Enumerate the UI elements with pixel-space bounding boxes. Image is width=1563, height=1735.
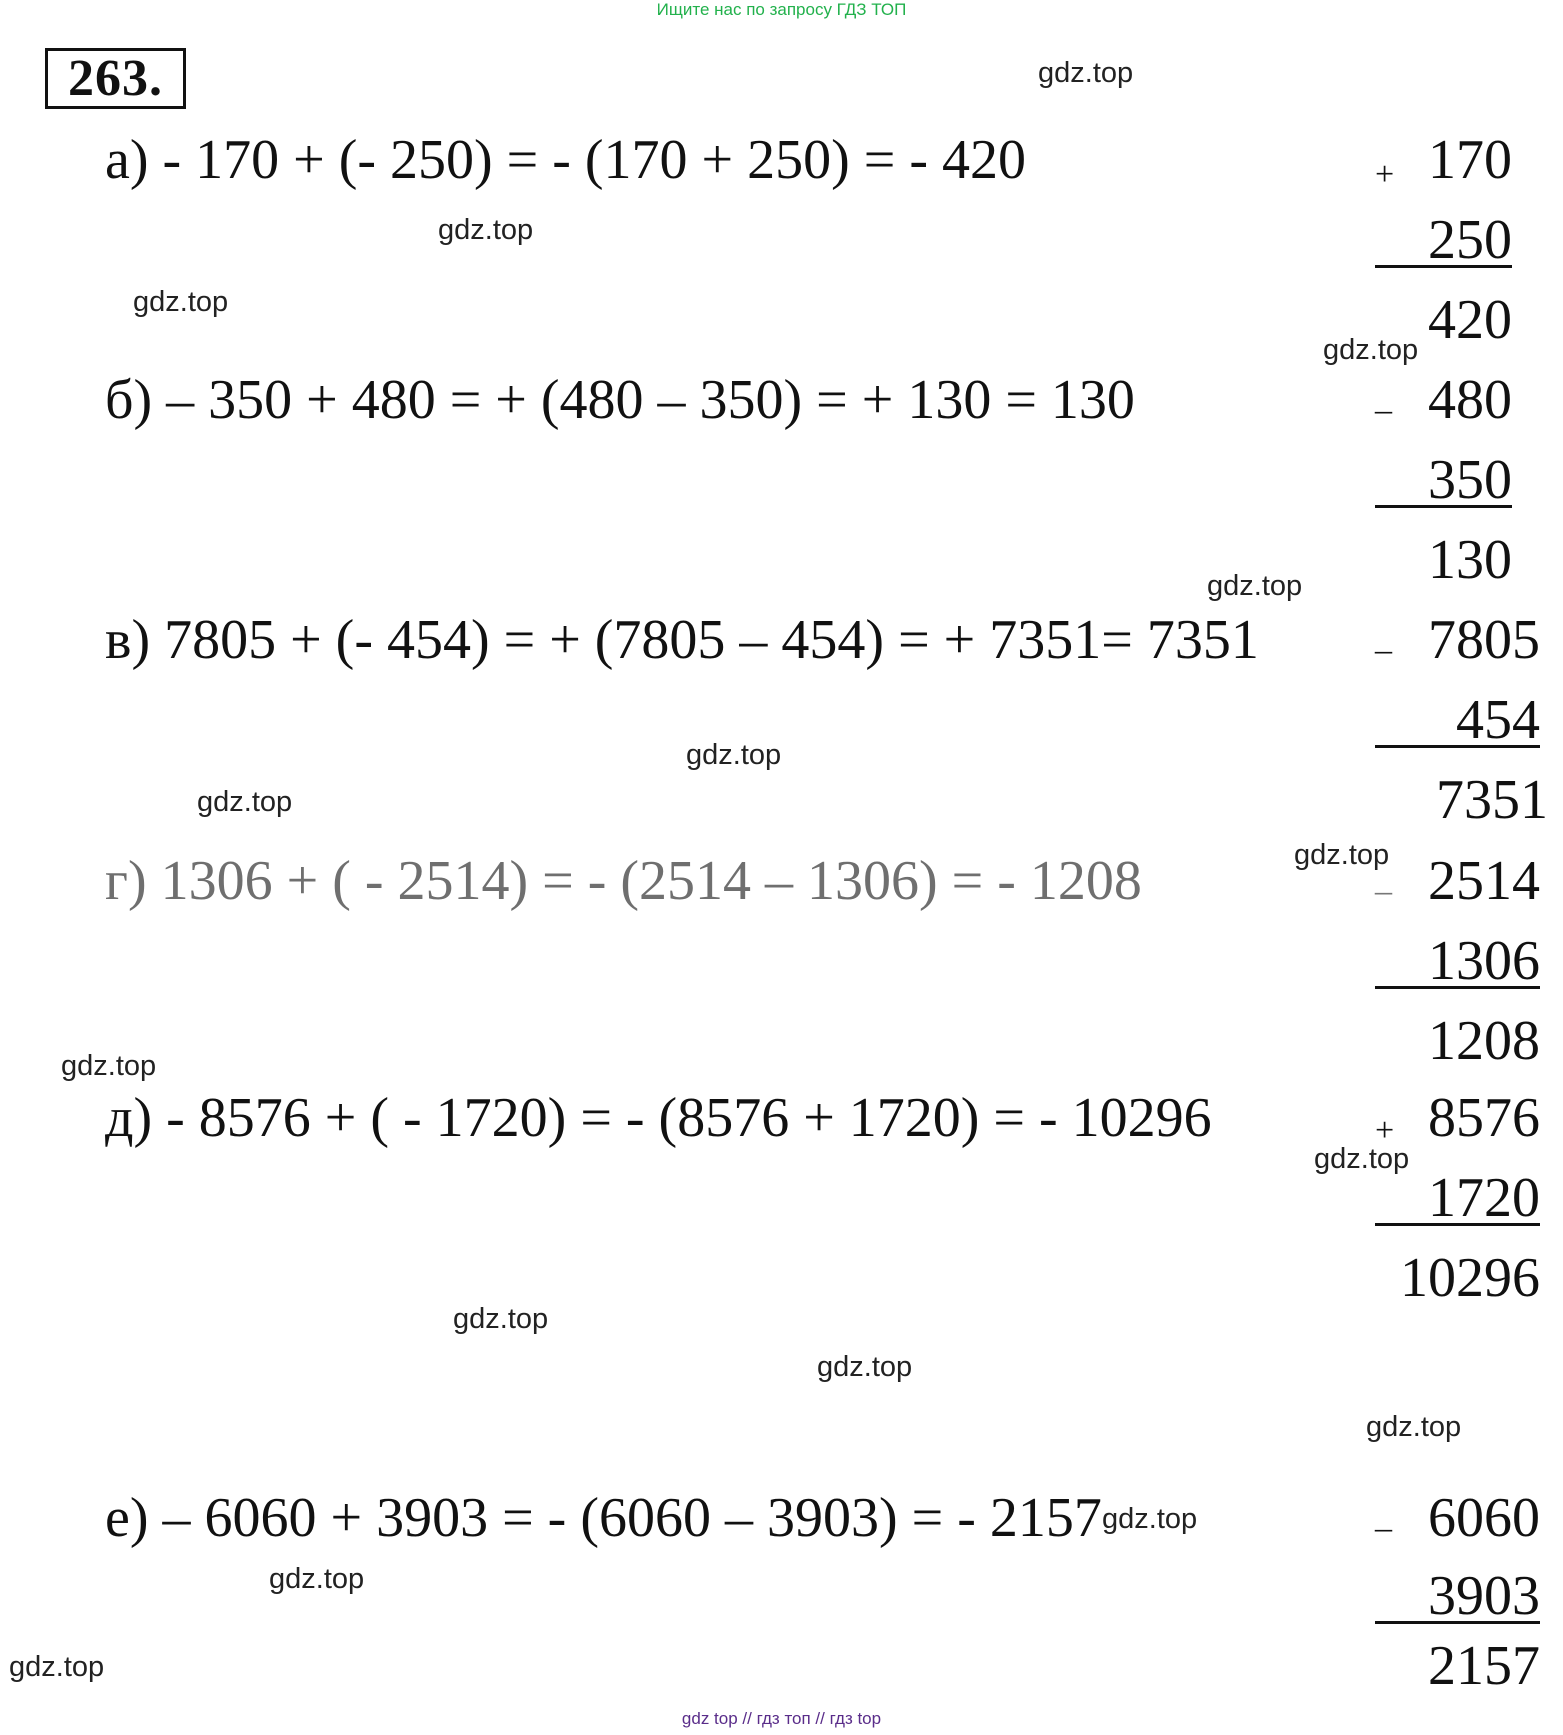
watermark: gdz.top	[1294, 839, 1390, 871]
column-bottom-number: 1306	[1428, 930, 1540, 992]
problem-number: 263.	[45, 48, 186, 109]
column-top-number: 480	[1428, 369, 1512, 431]
column-top-number: 170	[1428, 129, 1512, 191]
column-bottom-number: 1720	[1428, 1167, 1540, 1229]
column-rule	[1375, 986, 1540, 989]
column-result: 2157	[1428, 1635, 1540, 1697]
equation-b: б) – 350 + 480 = + (480 – 350) = + 130 = 130	[105, 369, 1135, 431]
equation-d: д) - 8576 + ( - 1720) = - (8576 + 1720) = - 10296	[105, 1087, 1212, 1149]
column-result: 130	[1428, 529, 1512, 591]
watermark: gdz.top	[1323, 334, 1419, 366]
column-rule	[1375, 265, 1512, 268]
column-top-number: 8576	[1428, 1087, 1540, 1149]
watermark: gdz.top	[817, 1351, 913, 1383]
column-rule	[1375, 505, 1512, 508]
column-operator: _	[1375, 861, 1392, 898]
watermark: gdz.top	[61, 1050, 157, 1082]
column-rule	[1375, 1621, 1540, 1624]
column-bottom-number: 3903	[1428, 1565, 1540, 1627]
watermark: gdz.top	[686, 739, 782, 771]
column-operator: +	[1375, 1112, 1395, 1149]
column-bottom-number: 350	[1428, 449, 1512, 511]
column-top-number: 2514	[1428, 850, 1540, 912]
column-result: 10296	[1400, 1247, 1540, 1309]
watermark: gdz.top	[1314, 1143, 1410, 1175]
column-operator: _	[1375, 1498, 1392, 1535]
watermark: gdz.top	[1366, 1411, 1462, 1443]
column-bottom-number: 454	[1456, 689, 1540, 751]
column-top-number: 7805	[1428, 609, 1540, 671]
equation-e: е) – 6060 + 3903 = - (6060 – 3903) = - 2157	[105, 1487, 1102, 1549]
column-rule	[1375, 745, 1540, 748]
column-calc-e	[1375, 1487, 1540, 1697]
watermark: gdz.top	[1207, 570, 1303, 602]
column-calc-g	[1375, 851, 1540, 1091]
column-top-number: 6060	[1428, 1487, 1540, 1549]
column-result: 420	[1428, 289, 1512, 351]
watermark: gdz.top	[269, 1563, 365, 1595]
watermark: gdz.top	[1038, 57, 1134, 89]
watermark: gdz.top	[197, 786, 293, 818]
column-operator: +	[1375, 156, 1395, 193]
column-calc-v	[1375, 609, 1548, 850]
watermark: gdz.top	[133, 286, 229, 318]
column-calc-d	[1375, 1088, 1540, 1328]
top-banner: Ищите нас по запросу ГДЗ ТОП	[656, 0, 907, 19]
column-result: 7351	[1436, 769, 1548, 831]
equation-a: а) - 170 + (- 250) = - (170 + 250) = - 420	[105, 129, 1027, 191]
watermark: gdz.top	[1102, 1503, 1198, 1535]
footer-watermark: gdz top // гдз топ // гдз top	[681, 1709, 882, 1728]
column-calc-b	[1375, 370, 1512, 610]
column-result: 1208	[1428, 1010, 1540, 1072]
watermark: gdz.top	[9, 1651, 105, 1683]
equation-g: г) 1306 + ( - 2514) = - (2514 – 1306) = - 1208	[105, 850, 1142, 912]
column-operator: _	[1375, 620, 1392, 657]
column-rule	[1375, 1223, 1540, 1226]
column-bottom-number: 250	[1428, 209, 1512, 271]
equation-v: в) 7805 + (- 454) = + (7805 – 454) = + 7351= 7351	[105, 609, 1259, 671]
watermark: gdz.top	[438, 214, 534, 246]
column-operator: _	[1375, 380, 1392, 417]
watermark: gdz.top	[453, 1303, 549, 1335]
